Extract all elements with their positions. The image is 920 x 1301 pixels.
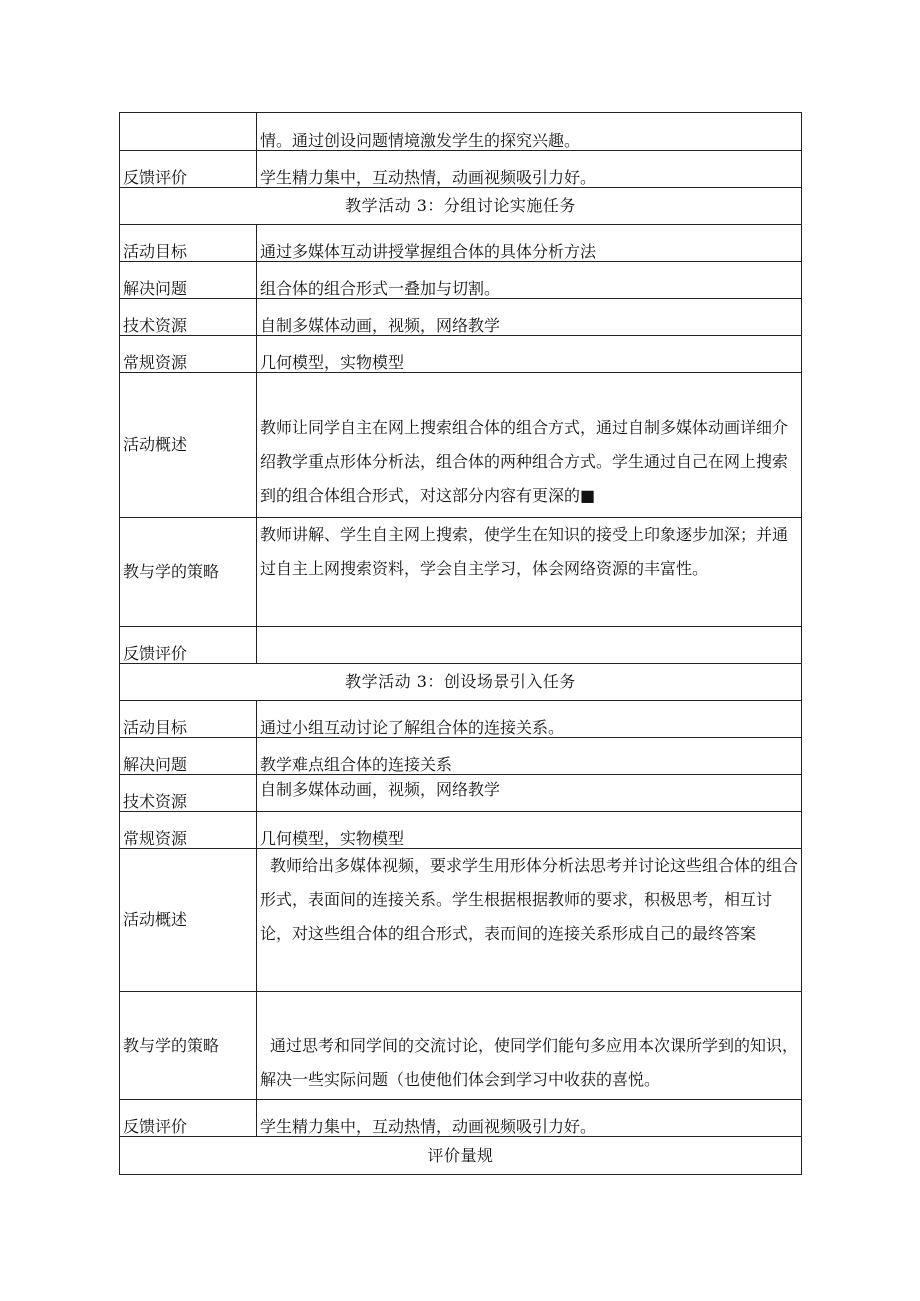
row-content xyxy=(257,627,802,664)
lesson-plan-table xyxy=(119,112,802,1175)
row-content: 通过小组互动讨论了解组合体的连接关系。 xyxy=(257,701,802,738)
row-label: 解决问题 xyxy=(120,262,257,299)
row-label: 反馈评价 xyxy=(120,151,257,188)
row-content-text: 教师讲解、学生自主网上搜索，使学生在知识的接受上印象逐步加深；并通过自主上网搜索资料，学会自主学习，体会网络资源的丰富性。 xyxy=(260,525,789,578)
row-content: 几何模型，实物模型 xyxy=(257,812,802,849)
row-label: 活动概述 xyxy=(120,849,257,992)
row-label: 常规资源 xyxy=(120,336,257,373)
section-heading-row xyxy=(120,664,802,701)
row-label: 活动概述 xyxy=(120,373,257,518)
table-row xyxy=(120,151,802,188)
row-content-text: 教师让同学自主在网上搜索组合体的组合方式，通过自制多媒体动画详细介绍教学重点形体分析法，组合体的两种组合方式。学生通过自己在网上搜索到的组合体组合形式，对这部分内容有更深的■ xyxy=(260,418,789,505)
row-label: 解决问题 xyxy=(120,738,257,775)
row-label: 反馈评价 xyxy=(120,1100,257,1137)
row-content: 情。通过创设问题情境激发学生的探究兴趣。 xyxy=(257,113,802,151)
section-heading-row xyxy=(120,188,802,225)
section-heading: 评价量规 xyxy=(120,1137,802,1175)
table-row xyxy=(120,299,802,336)
row-content-text: 通过思考和同学间的交流讨论，使同学们能句多应用本次课所学到的知识，解决一些实际问题（也使他们体会到学习中收获的喜悦。 xyxy=(260,1036,799,1089)
table-row xyxy=(120,812,802,849)
row-content xyxy=(257,373,802,518)
table-row xyxy=(120,775,802,812)
table-row xyxy=(120,113,802,151)
row-label: 教与学的策略 xyxy=(120,518,257,627)
table-row xyxy=(120,262,802,299)
table-row xyxy=(120,849,802,992)
row-content: 自制多媒体动画，视频，网络教学 xyxy=(257,299,802,336)
row-label: 活动目标 xyxy=(120,225,257,262)
row-content-text: 教师给出多媒体视频，要求学生用形体分析法思考并讨论这些组合体的组合形式，表面间的连接关系。学生根据根据教师的要求，积极思考，相互讨论，对这些组合体的组合形式，表而间的连接关系形成自己的最终答案 xyxy=(260,856,799,943)
table-row xyxy=(120,1100,802,1137)
row-label: 教与学的策略 xyxy=(120,992,257,1100)
row-label: 活动目标 xyxy=(120,701,257,738)
row-content xyxy=(257,849,802,992)
section-heading: 教学活动 3：创设场景引入任务 xyxy=(120,664,802,701)
table-row xyxy=(120,738,802,775)
row-label: 反馈评价 xyxy=(120,627,257,664)
row-content: 通过多媒体互动讲授掌握组合体的具体分析方法 xyxy=(257,225,802,262)
row-content: 组合体的组合形式一叠加与切割。 xyxy=(257,262,802,299)
section-heading: 教学活动 3：分组讨论实施任务 xyxy=(120,188,802,225)
table-row xyxy=(120,992,802,1100)
section-heading-row xyxy=(120,1137,802,1175)
table-row xyxy=(120,225,802,262)
row-content: 自制多媒体动画，视频，网络教学 xyxy=(257,775,802,812)
row-label: 技术资源 xyxy=(120,299,257,336)
row-content xyxy=(257,518,802,627)
row-label: 常规资源 xyxy=(120,812,257,849)
row-content: 几何模型，实物模型 xyxy=(257,336,802,373)
row-label: 技术资源 xyxy=(120,775,257,812)
table-row xyxy=(120,627,802,664)
table-row xyxy=(120,336,802,373)
row-content: 学生精力集中，互动热情，动画视频吸引力好。 xyxy=(257,1100,802,1137)
row-label xyxy=(120,113,257,151)
table-row xyxy=(120,373,802,518)
row-content xyxy=(257,992,802,1100)
table-row xyxy=(120,701,802,738)
row-content: 学生精力集中，互动热情，动画视频吸引力好。 xyxy=(257,151,802,188)
row-content: 教学难点组合体的连接关系 xyxy=(257,738,802,775)
table-row xyxy=(120,518,802,627)
